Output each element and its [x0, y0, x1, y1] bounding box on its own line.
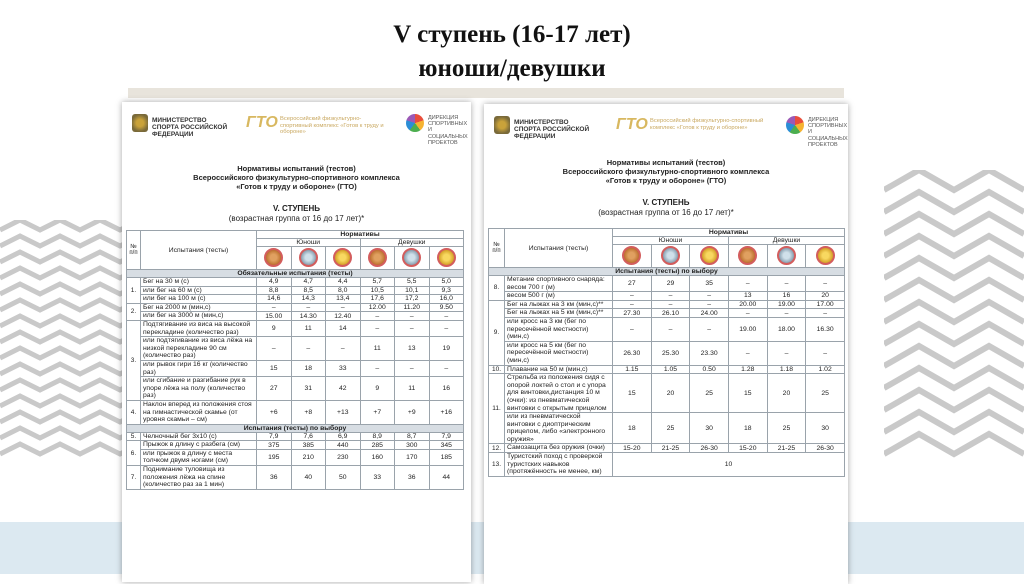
test-name: или бег на 60 м (с): [141, 286, 257, 295]
slide-subtitle: юноши/девушки: [418, 55, 606, 82]
table-row: [489, 317, 845, 341]
norm-value: +8: [291, 400, 326, 424]
test-name: Бег на лыжах на 5 км (мин,с)**: [505, 309, 613, 318]
row-number: 3.: [127, 320, 141, 400]
norm-value: 5,7: [360, 278, 395, 287]
table-row: [127, 278, 464, 287]
norm-value: 18: [728, 413, 767, 444]
boys-header: Юноши: [613, 237, 729, 245]
norm-value: 8,8: [257, 286, 292, 295]
norm-value: 10,5: [360, 286, 395, 295]
norm-value: –: [395, 312, 430, 321]
test-name: Прыжок в длину с разбега (см): [141, 441, 257, 450]
norms-table-2: [488, 228, 845, 477]
norm-value: –: [429, 312, 464, 321]
norm-value: 13: [395, 337, 430, 361]
norm-value: 23.30: [690, 341, 729, 365]
norm-value: 15: [728, 374, 767, 413]
section-title: Испытания (тесты) по выбору: [489, 268, 845, 276]
table-row: [489, 413, 845, 444]
norm-value: –: [806, 341, 845, 365]
test-name: Бег на 30 м (с): [141, 278, 257, 287]
test-name: или кросс на 3 км (бег по пересечённой местности) (мин,с): [505, 317, 613, 341]
norms-header: Нормативы: [257, 231, 464, 239]
norm-value: –: [326, 337, 361, 361]
document-header: [484, 104, 848, 148]
norm-value: 7,6: [291, 432, 326, 441]
norm-value: 36: [257, 466, 292, 490]
norm-value: 16: [767, 292, 806, 301]
norm-value: 1.18: [767, 365, 806, 374]
row-number: 1.: [127, 278, 141, 304]
norm-value: 35: [690, 276, 729, 292]
norm-value: –: [395, 320, 430, 336]
section-title: Обязательные испытания (тесты): [127, 270, 464, 278]
norm-value: –: [806, 276, 845, 292]
row-number: 10.: [489, 365, 505, 374]
section-row: [127, 270, 464, 278]
norm-value: –: [257, 337, 292, 361]
badge-cell: [395, 247, 430, 270]
norm-value: –: [429, 320, 464, 336]
norm-value: 8,9: [360, 432, 395, 441]
bronze-badge-icon: [622, 246, 641, 265]
norm-value: 19: [429, 337, 464, 361]
norm-value: 195: [257, 449, 292, 465]
row-number: 8.: [489, 276, 505, 301]
norm-value: 14,3: [291, 295, 326, 304]
test-name: Подтягивание из виса на высокой перекладине (количество раз): [141, 320, 257, 336]
norm-value: 27: [257, 377, 292, 401]
norm-value: 8,0: [326, 286, 361, 295]
badge-cell: [291, 247, 326, 270]
norm-value: 1.28: [728, 365, 767, 374]
badge-cell: [429, 247, 464, 270]
row-number: 2.: [127, 303, 141, 320]
section-row: [489, 268, 845, 276]
norm-value: 170: [395, 449, 430, 465]
norm-value: 26.10: [651, 309, 690, 318]
ministry-emblem-icon: [132, 114, 148, 132]
test-name: или бег на 3000 м (мин,с): [141, 312, 257, 321]
gto-caption: Всероссийский физкультурно-спортивный комплекс «Готов к труду и обороне»: [280, 116, 384, 135]
norm-value: 0.50: [690, 365, 729, 374]
norm-value: 210: [291, 449, 326, 465]
test-name: или из пневматической винтовки с диоптрическим прицелом, либо «электронного оружия»: [505, 413, 613, 444]
norm-value: 33: [326, 360, 361, 376]
doc-age: (возрастная группа от 16 до 17 лет)*: [598, 208, 734, 217]
norm-value: 17,2: [395, 295, 430, 304]
test-name: или рывок гири 16 кг (количество раз): [141, 360, 257, 376]
norm-value: +9: [395, 400, 430, 424]
norm-value: 25: [690, 374, 729, 413]
norm-value: –: [257, 303, 292, 312]
norm-value: 21-25: [767, 444, 806, 453]
badge-cell: [806, 245, 845, 268]
norm-value: 18.00: [767, 317, 806, 341]
badge-cell: [767, 245, 806, 268]
norm-value: 27.30: [613, 309, 652, 318]
doc-stage: V. СТУПЕНЬ: [272, 204, 321, 213]
norm-value: 15: [257, 360, 292, 376]
norm-value: 31: [291, 377, 326, 401]
norm-value: 25: [651, 413, 690, 444]
silver-badge-icon: [299, 248, 318, 267]
col-tests-header: Испытания (тесты): [141, 231, 257, 270]
norm-value: 26.30: [613, 341, 652, 365]
norm-value: 14: [326, 320, 361, 336]
norm-value: 20: [651, 374, 690, 413]
table-row: [127, 360, 464, 376]
test-name: или подтягивание из виса лёжа на низкой перекладине 90 см (количество раз): [141, 337, 257, 361]
gto-caption: Всероссийский физкультурно-спортивный комплекс «Готов к труду и обороне»: [650, 118, 764, 131]
boys-header: Юноши: [257, 239, 361, 247]
norm-value: 16: [429, 377, 464, 401]
row-number: 9.: [489, 300, 505, 365]
norm-value: 17,6: [360, 295, 395, 304]
test-name: Стрельба из положения сидя с опорой локтей о стол и с упора для винтовки,дистанция 10 м (очки): из пневматической винтовки с открытым прицелом: [505, 374, 613, 413]
norm-value: 25: [767, 413, 806, 444]
norm-value: –: [651, 317, 690, 341]
bronze-badge-icon: [264, 248, 283, 267]
norm-value: 18: [613, 413, 652, 444]
norm-value: 44: [429, 466, 464, 490]
norm-value: 11.20: [395, 303, 430, 312]
norm-value: –: [360, 320, 395, 336]
norm-value: 9.50: [429, 303, 464, 312]
norm-value: 50: [326, 466, 361, 490]
col-num-header: № п/п: [127, 231, 141, 270]
norm-value: 440: [326, 441, 361, 450]
doc-stage: V. СТУПЕНЬ: [642, 198, 690, 207]
table-header-row: [127, 231, 464, 239]
test-name: Наклон вперед из положения стоя на гимнастической скамье (от уровня скамьи – см): [141, 400, 257, 424]
doc-heading-2: Всероссийского физкультурно-спортивного комплекса: [193, 173, 400, 182]
norm-value: 20.00: [728, 300, 767, 309]
doc-age: (возрастная группа от 16 до 17 лет)*: [228, 214, 365, 223]
norm-value: 26-30: [690, 444, 729, 453]
norm-value: 345: [429, 441, 464, 450]
norm-value: 25: [806, 374, 845, 413]
test-name: Туристский поход с проверкой туристских навыков (протяжённость не менее, км): [505, 453, 613, 477]
paper-edge: [128, 88, 844, 98]
row-number: 12.: [489, 444, 505, 453]
girls-header: Девушки: [728, 237, 844, 245]
norm-value: 15-20: [613, 444, 652, 453]
norm-value: 20: [806, 292, 845, 301]
zigzag-decoration-right: [884, 170, 1024, 480]
norm-value: 16,0: [429, 295, 464, 304]
test-name: Поднимание туловища из положения лёжа на спине (количество раз за 1 мин): [141, 466, 257, 490]
table-row: [127, 400, 464, 424]
row-number: 4.: [127, 400, 141, 424]
norm-value: –: [651, 292, 690, 301]
norm-value: 33: [360, 466, 395, 490]
table-row: [489, 365, 845, 374]
norm-value: 230: [326, 449, 361, 465]
norm-value: 1.02: [806, 365, 845, 374]
norms-header: Нормативы: [613, 229, 845, 237]
table-row: [127, 441, 464, 450]
norm-value: 185: [429, 449, 464, 465]
norm-value: 42: [326, 377, 361, 401]
table-row: [127, 303, 464, 312]
norm-value: –: [429, 360, 464, 376]
norm-value: –: [690, 317, 729, 341]
directorate-logo-icon: [406, 114, 424, 132]
norm-value: 24.00: [690, 309, 729, 318]
norm-value: 7,9: [257, 432, 292, 441]
norm-value: –: [728, 309, 767, 318]
gto-logo: ГТО: [616, 116, 648, 133]
gold-badge-icon: [437, 248, 456, 267]
norm-value: 9,3: [429, 286, 464, 295]
girls-header: Девушки: [360, 239, 464, 247]
table-row: [489, 276, 845, 292]
directorate-name: ДИРЕКЦИЯ СПОРТИВНЫХ И СОЦИАЛЬНЫХ ПРОЕКТОВ: [808, 117, 848, 148]
norm-value: –: [395, 360, 430, 376]
norm-value: –: [690, 292, 729, 301]
row-number: 11.: [489, 374, 505, 444]
norm-value: 285: [360, 441, 395, 450]
norm-value: 8,5: [291, 286, 326, 295]
norm-value: 14,6: [257, 295, 292, 304]
table-row: [127, 295, 464, 304]
gto-logo: ГТО: [246, 114, 278, 131]
norm-value: 26-30: [806, 444, 845, 453]
doc-heading-3: «Готов к труду и обороне» (ГТО): [605, 176, 727, 185]
test-name: Челночный бег 3х10 (с): [141, 432, 257, 441]
norm-value: –: [291, 337, 326, 361]
norm-value: 20: [767, 374, 806, 413]
norm-value: +6: [257, 400, 292, 424]
table-row: [127, 320, 464, 336]
norms-table-1: [126, 230, 464, 490]
norm-value: 11: [395, 377, 430, 401]
norm-value: –: [613, 292, 652, 301]
norm-value: 4,7: [291, 278, 326, 287]
row-number: 13.: [489, 453, 505, 477]
norm-value: 5,5: [395, 278, 430, 287]
table-row: [489, 292, 845, 301]
test-name: или бег на 100 м (с): [141, 295, 257, 304]
norm-value: 30: [806, 413, 845, 444]
badge-cell: [257, 247, 292, 270]
norm-value: –: [360, 360, 395, 376]
test-name: весом 500 г (м): [505, 292, 613, 301]
norm-value: 12.40: [326, 312, 361, 321]
bronze-badge-icon: [738, 246, 757, 265]
norm-value: 385: [291, 441, 326, 450]
norm-value: 375: [257, 441, 292, 450]
doc-heading-2: Всероссийского физкультурно-спортивного комплекса: [562, 167, 770, 176]
norm-value: 36: [395, 466, 430, 490]
silver-badge-icon: [661, 246, 680, 265]
norm-value: +16: [429, 400, 464, 424]
table-row: [489, 374, 845, 413]
norm-value: 5,0: [429, 278, 464, 287]
norm-value: 13: [728, 292, 767, 301]
test-name: или кросс на 5 км (бег по пересечённой местности) (мин,с): [505, 341, 613, 365]
norm-value: 19.00: [767, 300, 806, 309]
norm-value: –: [806, 309, 845, 318]
badge-cell: [728, 245, 767, 268]
test-name: Метание спортивного снаряда: весом 700 г (м): [505, 276, 613, 292]
section-row: [127, 424, 464, 432]
ministry-emblem-icon: [494, 116, 510, 134]
table-row: [127, 432, 464, 441]
directorate-logo-icon: [786, 116, 804, 134]
norm-value: 27: [613, 276, 652, 292]
norm-value: 9: [257, 320, 292, 336]
norm-value: –: [360, 312, 395, 321]
table-row: [127, 286, 464, 295]
norm-value: –: [728, 341, 767, 365]
norm-value: –: [326, 303, 361, 312]
norm-value: 300: [395, 441, 430, 450]
document-page-2: [484, 104, 848, 584]
directorate-name: ДИРЕКЦИЯ СПОРТИВНЫХ И СОЦИАЛЬНЫХ ПРОЕКТОВ: [428, 115, 468, 146]
norm-value: 15.00: [257, 312, 292, 321]
norm-value: 8,7: [395, 432, 430, 441]
norm-value: 1.15: [613, 365, 652, 374]
norm-value: –: [767, 341, 806, 365]
norm-value: 13,4: [326, 295, 361, 304]
norm-value: 11: [291, 320, 326, 336]
norm-value: –: [728, 276, 767, 292]
table-row: [489, 453, 845, 477]
col-num-header: № п/п: [489, 229, 505, 268]
norm-value: –: [291, 303, 326, 312]
norm-value: 18: [291, 360, 326, 376]
norm-value: –: [767, 276, 806, 292]
gold-badge-icon: [700, 246, 719, 265]
norm-value: –: [613, 300, 652, 309]
row-number: 6.: [127, 441, 141, 466]
norm-value: 1.05: [651, 365, 690, 374]
norm-value: 14.30: [291, 312, 326, 321]
norm-value: 25.30: [651, 341, 690, 365]
test-name: Самозащита без оружия (очки): [505, 444, 613, 453]
table-row: [489, 309, 845, 318]
norm-value: 11: [360, 337, 395, 361]
badge-cell: [651, 245, 690, 268]
table-header-row: [489, 229, 845, 237]
norm-value: 40: [291, 466, 326, 490]
section-title: Испытания (тесты) по выбору: [127, 424, 464, 432]
row-number: 7.: [127, 466, 141, 490]
doc-heading-1: Нормативы испытаний (тестов): [237, 164, 356, 173]
table-row: [127, 312, 464, 321]
norm-value: 4,4: [326, 278, 361, 287]
ministry-name: МИНИСТЕРСТВО СПОРТА РОССИЙСКОЙ ФЕДЕРАЦИИ: [152, 117, 228, 138]
silver-badge-icon: [777, 246, 796, 265]
table-row: [489, 300, 845, 309]
test-name: или сгибание и разгибание рук в упоре лёжа на полу (количество раз): [141, 377, 257, 401]
norm-value: 12.00: [360, 303, 395, 312]
table-row: [489, 444, 845, 453]
norm-value: –: [690, 300, 729, 309]
table-row: [489, 341, 845, 365]
gold-badge-icon: [333, 248, 352, 267]
zigzag-decoration-left: [0, 220, 140, 480]
norm-value: 7,9: [429, 432, 464, 441]
document-page-1: [122, 102, 471, 582]
bronze-badge-icon: [368, 248, 387, 267]
badge-cell: [690, 245, 729, 268]
badge-cell: [613, 245, 652, 268]
norm-value: 15-20: [728, 444, 767, 453]
table-row: [127, 466, 464, 490]
norm-value: 17.00: [806, 300, 845, 309]
test-name: Бег на лыжах на 3 км (мин,с)**: [505, 300, 613, 309]
row-number: 5.: [127, 432, 141, 441]
doc-heading-1: Нормативы испытаний (тестов): [606, 158, 726, 167]
norm-value: 9: [360, 377, 395, 401]
norm-value: –: [767, 309, 806, 318]
norm-value: 10: [613, 453, 845, 477]
test-name: Плавание на 50 м (мин,с): [505, 365, 613, 374]
norm-value: 19.00: [728, 317, 767, 341]
norm-value: 21-25: [651, 444, 690, 453]
test-name: Бег на 2000 м (мин,с): [141, 303, 257, 312]
norm-value: –: [613, 317, 652, 341]
gold-badge-icon: [816, 246, 835, 265]
table-row: [127, 337, 464, 361]
slide-title: V ступень (16-17 лет): [393, 21, 631, 48]
table-row: [127, 377, 464, 401]
ministry-name: МИНИСТЕРСТВО СПОРТА РОССИЙСКОЙ ФЕДЕРАЦИИ: [514, 119, 590, 140]
norm-value: +7: [360, 400, 395, 424]
table-row: [127, 449, 464, 465]
badge-cell: [326, 247, 361, 270]
norm-value: 29: [651, 276, 690, 292]
silver-badge-icon: [402, 248, 421, 267]
document-header: [122, 102, 471, 146]
test-name: или прыжок в длину с места толчком двумя ногами (см): [141, 449, 257, 465]
badge-cell: [360, 247, 395, 270]
norm-value: 10,1: [395, 286, 430, 295]
norm-value: 30: [690, 413, 729, 444]
norm-value: +13: [326, 400, 361, 424]
norm-value: 6,9: [326, 432, 361, 441]
norm-value: 160: [360, 449, 395, 465]
norm-value: 4,9: [257, 278, 292, 287]
norm-value: 16.30: [806, 317, 845, 341]
col-tests-header: Испытания (тесты): [505, 229, 613, 268]
norm-value: –: [651, 300, 690, 309]
norm-value: 15: [613, 374, 652, 413]
doc-heading-3: «Готов к труду и обороне» (ГТО): [236, 182, 357, 191]
